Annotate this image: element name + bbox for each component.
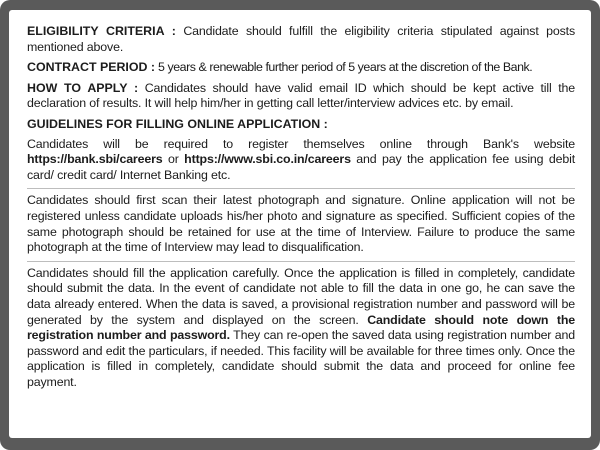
register-text-1: Candidates will be required to register themselves online through Bank's website bbox=[27, 136, 575, 151]
how-to-apply-heading: HOW TO APPLY : bbox=[27, 80, 139, 95]
fill-paragraph bbox=[27, 266, 575, 391]
fill-text-2: They can re-open the saved data using registration number and password and edit the particulars, if needed. This facility will be available for three times only. Once the application is filled in completely, candidate should submit the data and proceed for online fee payment. bbox=[27, 328, 575, 389]
fill-text-1: Candidates should fill the application carefully. Once the application is filled in completely, candidate should submit the data. In the event of candidate not able to fill the data in one go, he can save the data already entered. When the data is saved, a provisional registration number and password will be generated by the system and displayed on the screen. bbox=[27, 265, 575, 327]
register-text-2: and pay the application fee using debit card/ credit card/ Internet Banking etc. bbox=[27, 152, 575, 182]
contract-text: 5 years & renewable further period of 5 years at the discretion of the Bank. bbox=[155, 60, 533, 75]
guidelines-heading: GUIDELINES FOR FILLING ONLINE APPLICATION : bbox=[27, 116, 328, 131]
contract-paragraph bbox=[27, 60, 575, 76]
careers-link-1: https://bank.sbi/careers bbox=[27, 152, 163, 167]
photo-text: Candidates should first scan their latest photograph and signature. Online application will not be registered unless candidate uploads his/her photo and signature as specified. Sufficient copies of the same photograph should be retained for use at the time of Interview. Failure to produce the same photograph at the time of Interview may lead to disqualification. bbox=[27, 193, 575, 255]
fill-bold-note: Candidate should note down the registration number and password. bbox=[27, 312, 575, 343]
contract-heading: CONTRACT PERIOD : bbox=[27, 60, 156, 75]
divider bbox=[27, 188, 575, 189]
eligibility-text: Candidate should fulfill the eligibility criteria stipulated against posts mentioned above. bbox=[27, 24, 575, 54]
careers-link-2: https://www.sbi.co.in/careers bbox=[184, 152, 351, 167]
divider bbox=[27, 261, 575, 262]
how-to-apply-paragraph bbox=[27, 81, 575, 112]
photo-paragraph bbox=[27, 193, 575, 255]
guidelines-paragraph bbox=[27, 117, 575, 133]
register-paragraph bbox=[27, 137, 575, 184]
register-or: or bbox=[162, 152, 185, 167]
how-to-apply-text: Candidates should have valid email ID which should be kept active till the declaration of results. It will help him/her in getting call letter/interview advices etc. by email. bbox=[27, 80, 575, 111]
document-page bbox=[9, 10, 591, 438]
eligibility-heading: ELIGIBILITY CRITERIA : bbox=[27, 24, 176, 38]
eligibility-paragraph bbox=[27, 24, 575, 55]
